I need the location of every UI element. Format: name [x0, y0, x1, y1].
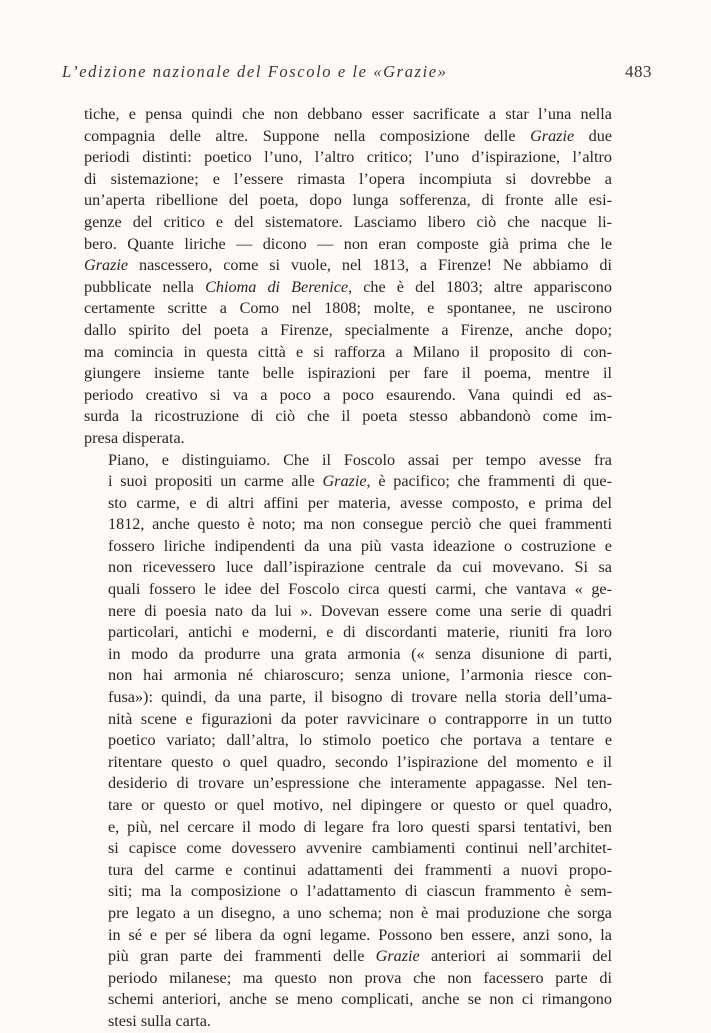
- text-line: quali fossero le idee del Foscolo circa questi carmi, che vantava « ge-: [108, 580, 612, 599]
- text-line: tiche, e pensa quindi che non debbano esser sacrificate a star l’una nella: [84, 105, 612, 123]
- text-line: tare or questo or quel motivo, nel dipingere or questo or quel quadro,: [108, 796, 612, 814]
- text-line: periodo milanese; ma questo non prova che non facessero parte di: [108, 968, 612, 987]
- text-line: genze del critico e del sistematore. Lasciamo libero ciò che nacque li-: [84, 212, 612, 231]
- text-line: periodo creativo si va a poco a poco esaurendo. Vana quindi ed as-: [84, 385, 612, 404]
- text-line: Piano, e distinguiamo. Che il Foscolo assai per tempo avesse fra: [108, 450, 612, 469]
- running-title: L’edizione nazionale del Foscolo e le «Grazie»: [62, 62, 448, 81]
- text-line: desiderio di trovare un’espressione che interamente appagasse. Nel ten-: [108, 774, 612, 793]
- text-line: fusa»): quindi, da una parte, il bisogno di trovare nella storia dell’uma-: [108, 688, 612, 707]
- text-line: fossero liriche indipendenti da una più vasta ideazione o costruzione e: [108, 536, 612, 555]
- text-line: schemi anteriori, anche se meno complicati, anche se non ci rimangono: [108, 990, 612, 1009]
- text-line: un’aperta ribellione del poeta, dopo lunga sofferenza, di fronte alle esi-: [84, 191, 612, 210]
- text-line: non ricevessero luce dall’ispirazione centrale da cui movevano. Si sa: [108, 558, 612, 577]
- text-line: periodi distinti: poetico l’uno, l’altro critico; l’uno d’ispirazione, l’altro: [84, 148, 612, 167]
- text-line: pubblicate nella Chioma di Berenice, che è del 1803; altre appariscono: [84, 277, 612, 296]
- text-line: compagnia delle altre. Suppone nella composizione delle Grazie due: [84, 126, 613, 145]
- text-line: ritentare questo o quel quadro, secondo l’ispirazione del momento e il: [108, 752, 612, 771]
- paragraph: [84, 104, 612, 450]
- running-head: [62, 62, 652, 88]
- page-number: 483: [625, 62, 652, 81]
- text-line: stesi sulla carta.: [108, 1011, 211, 1030]
- text-line: si capisce come dovessero avvenire cambiamenti continui nell’architet-: [108, 839, 612, 858]
- text-line: dallo spirito del poeta a Firenze, specialmente a Firenze, anche dopo;: [84, 320, 612, 339]
- text-line: in sé e per sé libera da ogni legame. Possono ben essere, anzi sono, la: [108, 925, 612, 944]
- text-line: in modo da produrre una grata armonia (« senza disunione di parti,: [108, 644, 612, 663]
- text-line: surda la ricostruzione di ciò che il poeta stesso abbandonò come im-: [84, 407, 612, 426]
- text-line: tura del carme e continui adattamenti dei frammenti a nuovi propo-: [108, 860, 612, 879]
- text-line: 1812, anche questo è noto; ma non consegue perciò che quei frammenti: [108, 515, 612, 534]
- text-line: poetico variato; dall’altra, lo stimolo poetico che portava a tentare e: [108, 731, 612, 750]
- text-line: bero. Quante liriche — dicono — non eran composte già prima che le: [84, 234, 612, 253]
- text-line: nere di poesia nato da lui ». Dovevan essere come una serie di quadri: [108, 601, 612, 620]
- text-line: ma comincia in questa città e si rafforza a Milano il proposito di con-: [84, 342, 612, 361]
- text-line: siti; ma la composizione o l’adattamento di ciascun frammento è sem-: [108, 882, 612, 901]
- text-line: non hai armonia né chiaroscuro; senza unione, l’armonia riesce con-: [108, 666, 612, 685]
- text-line: certamente scritte a Como nel 1808; molte, e spontanee, ne uscirono: [84, 299, 612, 318]
- text-line: Grazie nascessero, come si vuole, nel 1813, a Firenze! Ne abbiamo di: [84, 256, 612, 275]
- body-text: [84, 104, 612, 1033]
- text-line: sto carme, e di altri affini per materia, avesse composto, e prima del: [108, 493, 612, 512]
- text-line: i suoi propositi un carme alle Grazie, è pacifico; che frammenti di que-: [108, 472, 612, 491]
- text-line: giungere insieme tante belle ispirazioni per fare il poema, mentre il: [84, 364, 612, 383]
- paragraph: [84, 450, 612, 1033]
- text-line: particolari, antichi e moderni, e di discordanti materie, riuniti fra loro: [108, 623, 612, 642]
- text-line: più gran parte dei frammenti delle Grazie anteriori ai sommarii del: [108, 947, 612, 966]
- text-line: di sistemazione; e l’essere rimasta l’opera incompiuta si dovrebbe a: [84, 169, 612, 188]
- text-line: nità scene e figurazioni da poter ravvicinare o contrapporre in un tutto: [108, 709, 612, 728]
- text-line: pre legato a un disegno, a uno schema; non è mai produzione che sorga: [108, 903, 612, 922]
- text-line: presa disperata.: [84, 428, 185, 447]
- text-line: e, più, nel cercare il modo di legare fra loro questi sparsi tentativi, ben: [108, 817, 612, 836]
